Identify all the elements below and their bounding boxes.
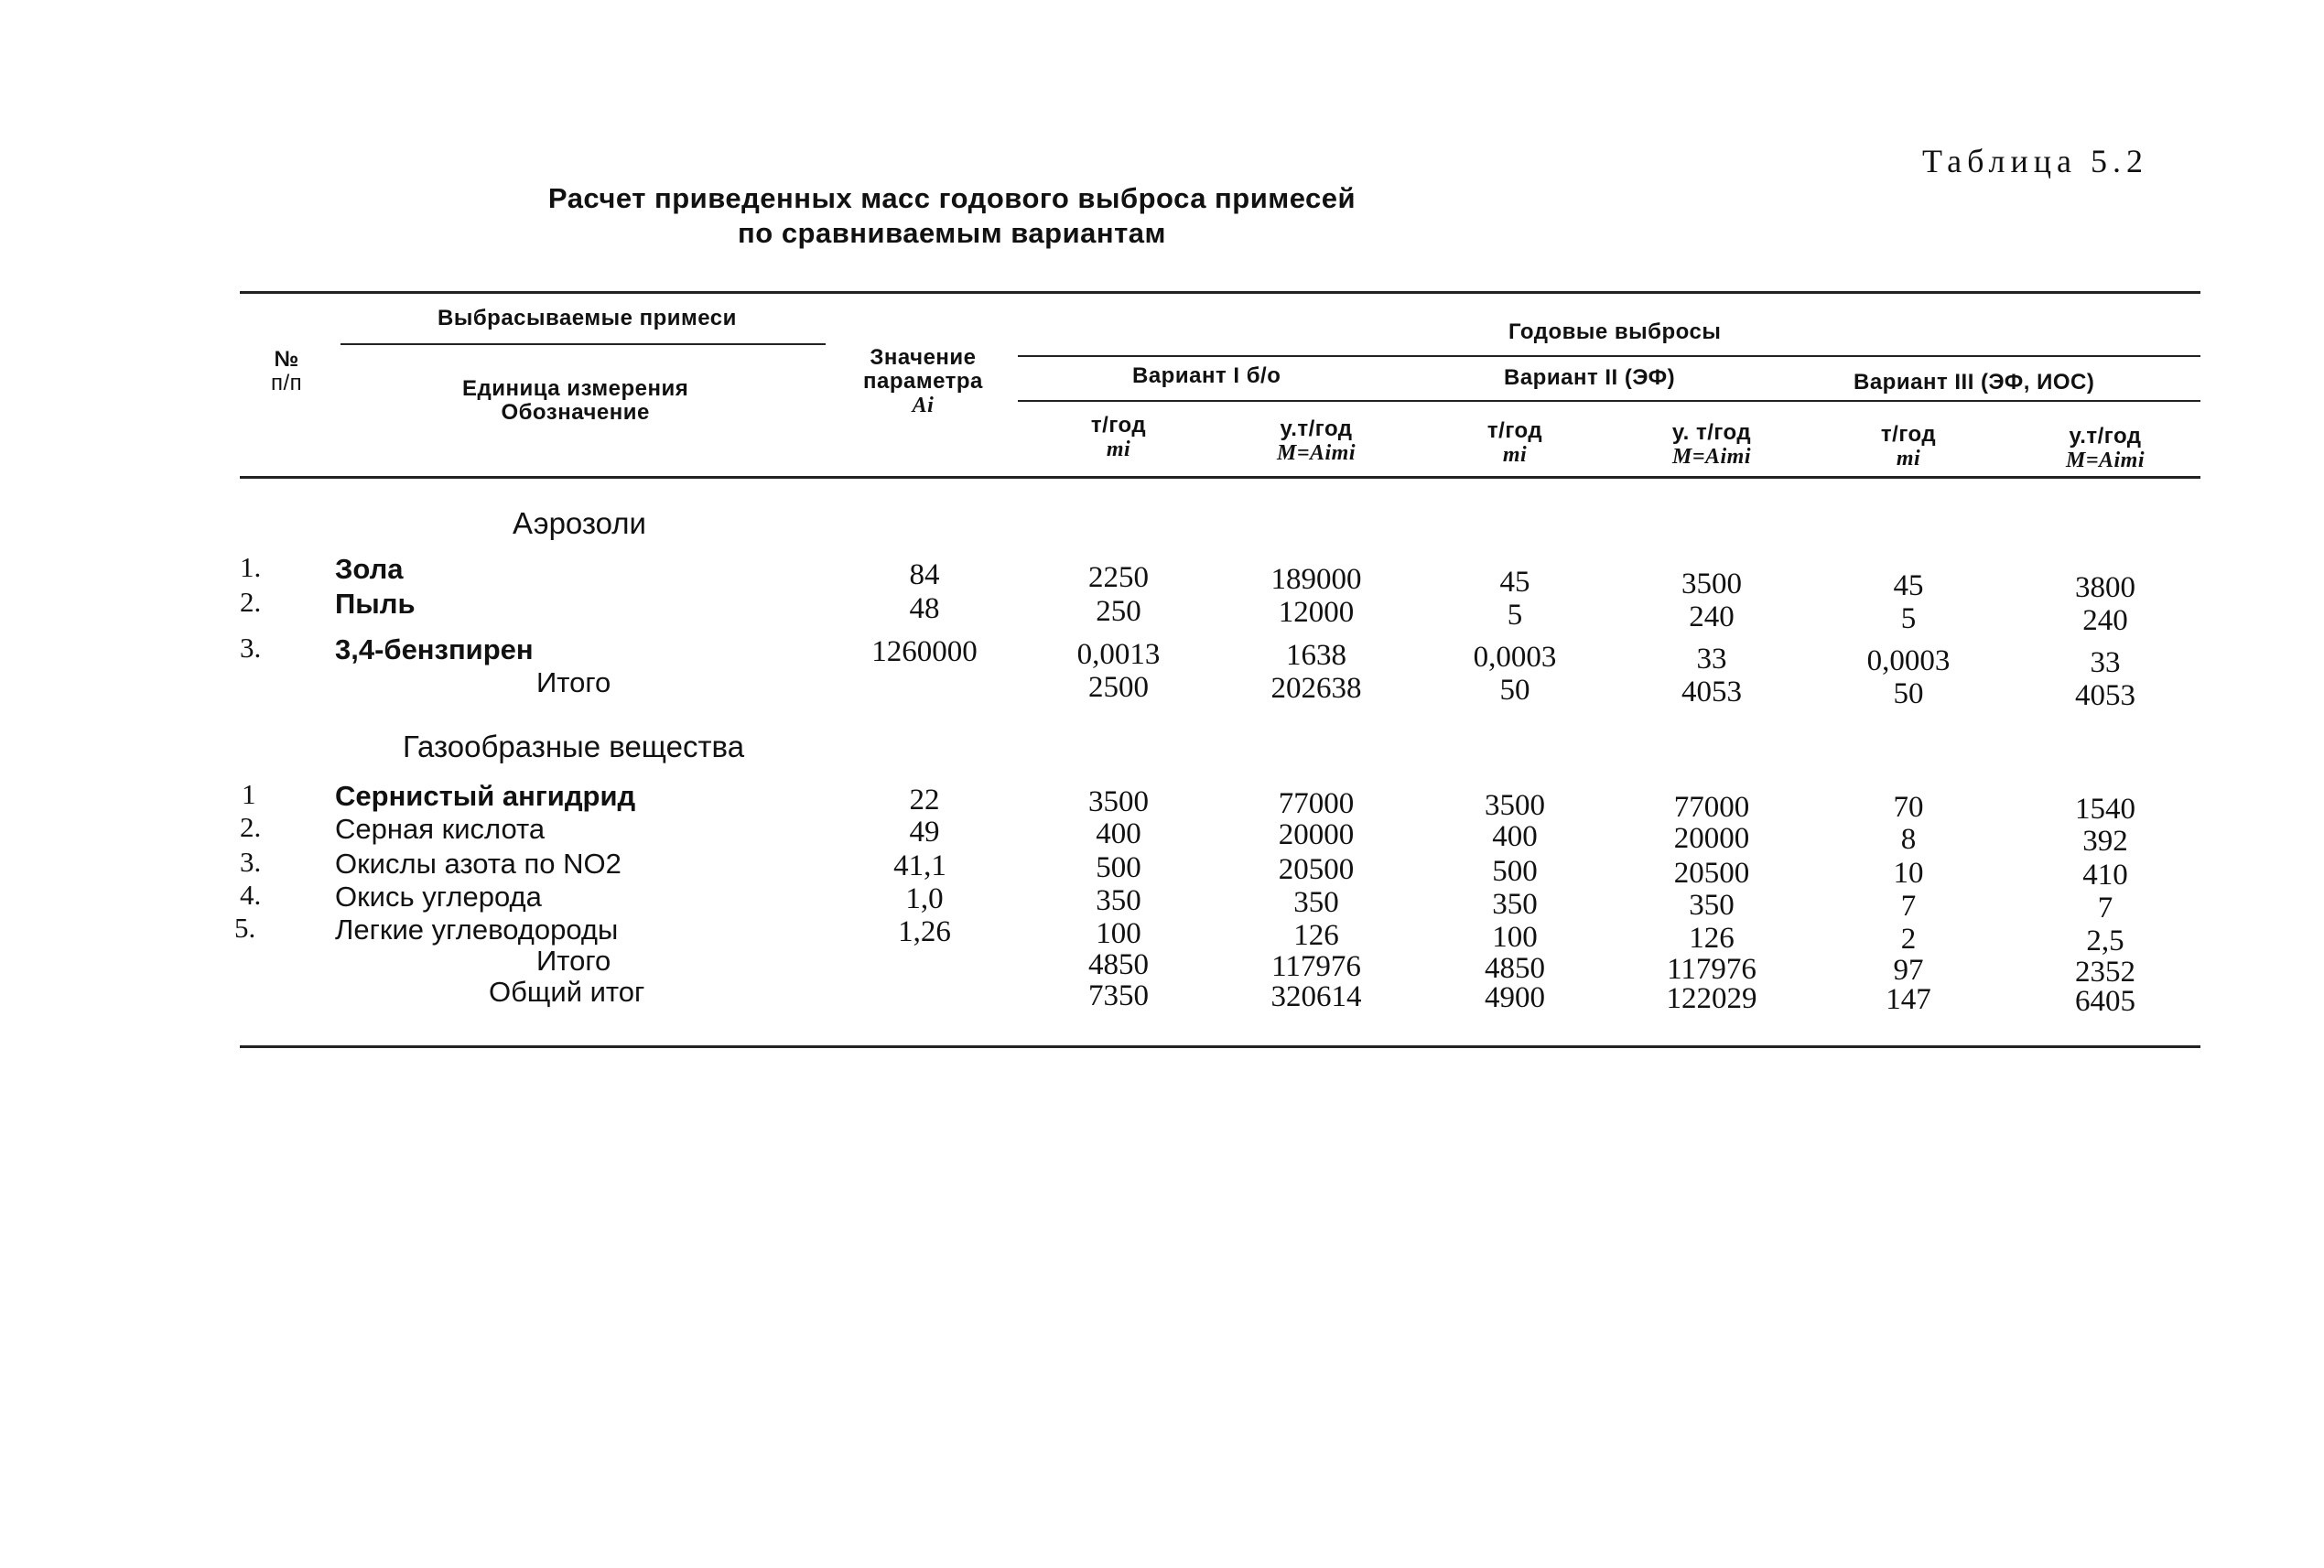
v3-units: 4053: [2075, 679, 2135, 712]
v2-units: 122029: [1666, 982, 1757, 1015]
v1-tons: 2250: [1088, 561, 1149, 594]
header-v2-u: у. т/год M=Aimi: [1671, 420, 1752, 469]
row-name: Пыль: [335, 588, 416, 620]
header-annual: Годовые выбросы: [1508, 319, 1722, 344]
total-label: Итого: [536, 945, 611, 977]
v2-units: 4053: [1681, 676, 1742, 708]
title-line-2: по сравниваемым вариантам: [738, 217, 1166, 249]
v3-tons: 7: [1900, 890, 1917, 923]
table-title: [513, 181, 1391, 251]
title-line-1: Расчет приведенных масс годового выброса примесей: [547, 182, 1357, 214]
v3-tons: 10: [1893, 857, 1924, 890]
v2-tons: 4900: [1485, 981, 1545, 1014]
v2-tons: 4850: [1485, 952, 1545, 985]
v1-tons: 400: [1096, 817, 1141, 850]
v3-units: 1540: [2075, 793, 2135, 826]
header-v3-t: т/год mi: [1880, 422, 1937, 470]
v1-tons: 4850: [1088, 948, 1149, 981]
v1-units: 1638: [1286, 639, 1346, 672]
v1-tons: 500: [1096, 851, 1141, 884]
v1-units: 126: [1293, 919, 1339, 952]
variants-underline: [1018, 400, 2200, 402]
v3-tons: 70: [1893, 791, 1924, 824]
param-value: 1,26: [898, 915, 951, 948]
header-bottom-rule: [240, 476, 2200, 479]
v1-units: 77000: [1278, 787, 1355, 820]
v1-units: 12000: [1278, 596, 1355, 629]
header-variant-3: Вариант III (ЭФ, ИОС): [1854, 370, 2095, 395]
row-number: 5.: [234, 912, 256, 944]
v2-units: 117976: [1667, 953, 1757, 986]
header-v2-t: т/год mi: [1486, 418, 1543, 467]
row-name: Сернистый ангидрид: [335, 780, 636, 812]
v3-tons: 0,0003: [1866, 644, 1951, 677]
row-number: 2.: [240, 586, 262, 618]
row-number: 4.: [240, 879, 262, 911]
v3-tons: 50: [1893, 677, 1924, 710]
v1-tons: 3500: [1088, 785, 1149, 818]
header-unit: Единица измерения Обозначение: [462, 376, 689, 425]
row-number: 1.: [240, 551, 262, 583]
row-name: Окислы азота по NO2: [335, 848, 622, 880]
v2-units: 33: [1696, 643, 1727, 676]
v2-tons: 100: [1492, 921, 1538, 954]
v1-units: 320614: [1270, 980, 1362, 1013]
v3-tons: 147: [1886, 983, 1931, 1016]
v2-units: 20500: [1673, 857, 1750, 890]
param-value: 48: [909, 592, 940, 625]
v1-tons: 2500: [1088, 671, 1149, 704]
v2-units: 126: [1689, 922, 1735, 955]
row-name: Серная кислота: [335, 813, 546, 845]
v1-units: 20500: [1278, 853, 1355, 886]
row-number: 2.: [240, 811, 262, 843]
v3-tons: 97: [1893, 954, 1924, 987]
v2-units: 3500: [1681, 568, 1742, 600]
param-value: 84: [909, 558, 940, 591]
v1-tons: 100: [1096, 917, 1141, 950]
impurities-underline: [340, 343, 826, 345]
v2-units: 240: [1689, 600, 1735, 633]
header-variant-2: Вариант II (ЭФ): [1504, 365, 1676, 390]
v3-units: 2352: [2075, 956, 2135, 989]
v2-tons: 5: [1507, 599, 1523, 632]
v3-units: 240: [2082, 604, 2128, 637]
v2-tons: 45: [1499, 566, 1530, 599]
row-name: Легкие углеводороды: [335, 914, 619, 946]
param-value: 41,1: [893, 849, 946, 882]
v3-units: 3800: [2075, 571, 2135, 604]
header-num: № п/п: [271, 347, 303, 395]
header-impurities: Выбрасываемые примеси: [438, 306, 737, 330]
param-value: 49: [909, 816, 940, 849]
v2-tons: 500: [1492, 855, 1538, 888]
header-v1-u: у.т/год M=Aimi: [1276, 416, 1357, 465]
v1-units: 189000: [1270, 563, 1362, 596]
v3-tons: 5: [1900, 602, 1917, 635]
v3-tons: 8: [1900, 823, 1917, 856]
v1-tons: 7350: [1088, 979, 1149, 1012]
header-parameter: Значение параметра Ai: [863, 345, 983, 417]
param-value: 1260000: [871, 635, 978, 668]
bottom-rule: [240, 1045, 2200, 1048]
v3-units: 2,5: [2086, 925, 2124, 957]
v3-units: 392: [2082, 825, 2128, 858]
v2-tons: 0,0003: [1473, 641, 1557, 674]
header-v1-t: т/год mi: [1090, 413, 1147, 461]
top-rule: [240, 291, 2200, 294]
v1-units: 20000: [1278, 818, 1355, 851]
annual-underline: [1018, 355, 2200, 357]
param-value: 1,0: [905, 882, 944, 915]
v1-units: 202638: [1270, 672, 1362, 705]
section-gases: Газообразные вещества: [403, 730, 745, 763]
header-v3-u: у.т/год M=Aimi: [2065, 424, 2146, 472]
v3-tons: 2: [1900, 923, 1917, 956]
v1-tons: 250: [1096, 595, 1141, 628]
grand-total-label: Общий итог: [489, 976, 645, 1008]
row-number: 3.: [240, 632, 262, 664]
v2-units: 20000: [1673, 822, 1750, 855]
row-number: 1: [242, 778, 256, 810]
v1-tons: 0,0013: [1076, 638, 1161, 671]
v3-tons: 45: [1893, 569, 1924, 602]
table-number: Таблица 5.2: [1922, 143, 2148, 179]
row-name: 3,4-бензпирен: [335, 633, 534, 665]
v2-units: 350: [1689, 889, 1735, 922]
v2-units: 77000: [1673, 791, 1750, 824]
row-name: Зола: [335, 553, 404, 585]
v1-units: 350: [1293, 886, 1339, 919]
total-label: Итого: [536, 666, 611, 698]
v3-units: 7: [2097, 892, 2113, 925]
row-name: Окись углерода: [335, 881, 542, 913]
v3-units: 6405: [2075, 985, 2135, 1018]
row-number: 3.: [240, 846, 262, 878]
header-variant-1: Вариант I б/о: [1132, 363, 1281, 388]
v2-tons: 400: [1492, 820, 1538, 853]
v2-tons: 50: [1499, 674, 1530, 707]
v2-tons: 3500: [1485, 789, 1545, 822]
v3-units: 33: [2090, 646, 2121, 679]
v1-tons: 350: [1096, 884, 1141, 917]
v2-tons: 350: [1492, 888, 1538, 921]
v3-units: 410: [2082, 859, 2128, 892]
v1-units: 117976: [1271, 950, 1361, 983]
param-value: 22: [909, 784, 940, 816]
section-aerosols: Аэрозоли: [513, 506, 646, 540]
